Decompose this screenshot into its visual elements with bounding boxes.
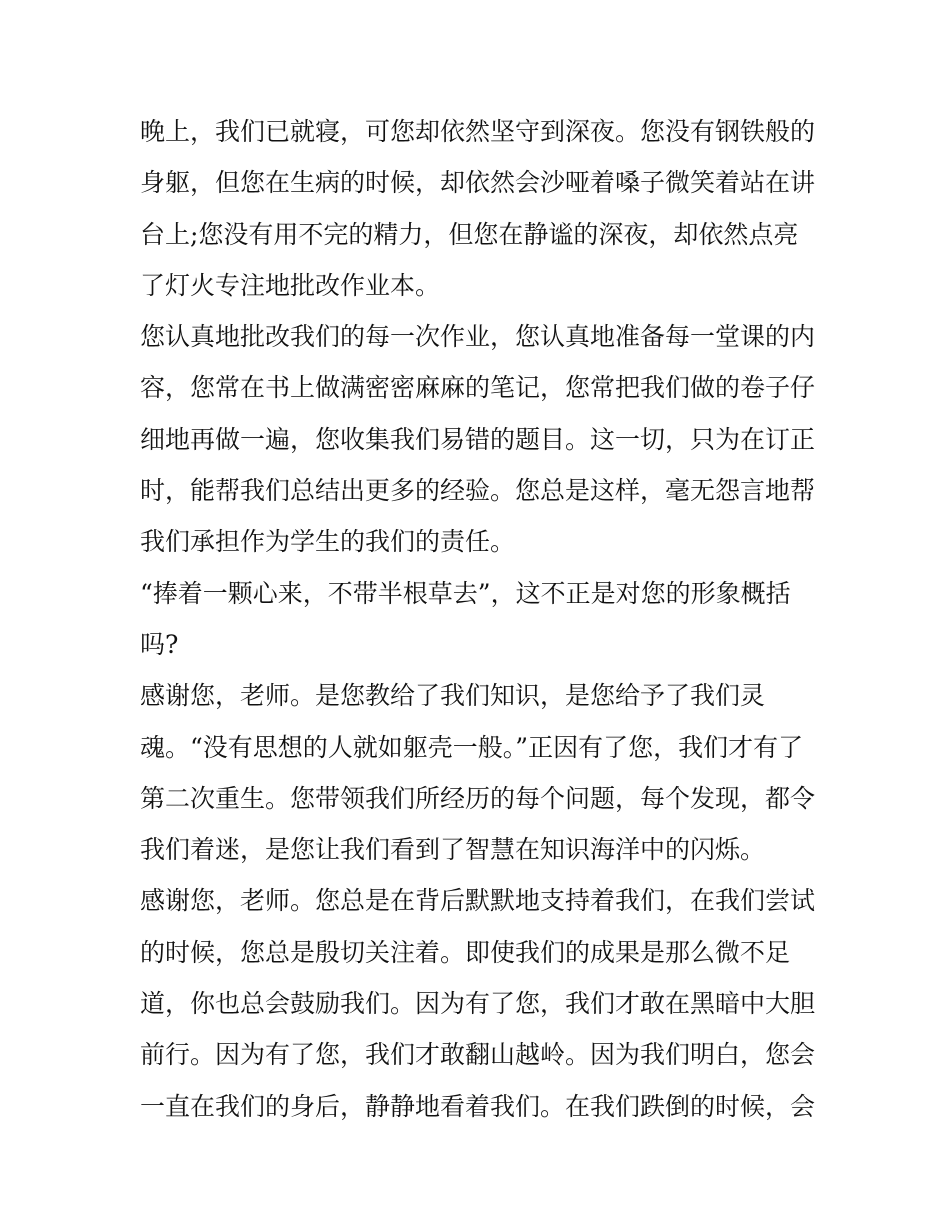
text-line-4: 了灯火专注地批改作业本。 — [140, 270, 441, 300]
text-line-16: 感谢您，老师。您总是在背后默默地支持着我们，在我们尝试 — [140, 886, 816, 916]
text-line-8: 时，能帮我们总结出更多的经验。您总是这样，毫无怨言地帮 — [140, 476, 816, 506]
text-line-19: 前行。因为有了您，我们才敢翻山越岭。因为我们明白，您会 — [140, 1040, 816, 1070]
text-line-12: 感谢您，老师。是您教给了我们知识，是您给予了我们灵 — [140, 681, 766, 711]
text-line-14: 第二次重生。您带领我们所经历的每个问题，每个发现，都令 — [140, 783, 816, 813]
document-body — [140, 106, 820, 1132]
text-line-13: 魂。“没有思想的人就如躯壳一般。”正因有了您，我们才有了 — [140, 732, 804, 762]
text-line-17: 的时候，您总是殷切关注着。即使我们的成果是那么微不足 — [140, 937, 791, 967]
text-line-2: 身躯，但您在生病的时候，却依然会沙哑着嗓子微笑着站在讲 — [140, 168, 816, 198]
text-line-9: 我们承担作为学生的我们的责任。 — [140, 527, 516, 557]
text-line-5: 您认真地批改我们的每一次作业，您认真地准备每一堂课的内 — [140, 322, 816, 352]
text-line-6: 容，您常在书上做满密密麻麻的笔记，您常把我们做的卷子仔 — [140, 373, 816, 403]
text-line-15: 我们着迷，是您让我们看到了智慧在知识海洋中的闪烁。 — [140, 835, 766, 865]
text-line-10: “捧着一颗心来，不带半根草去”，这不正是对您的形象概括 — [140, 578, 791, 608]
text-line-1: 晚上，我们已就寝，可您却依然坚守到深夜。您没有钢铁般的 — [140, 117, 816, 146]
text-line-11: 吗? — [140, 629, 179, 659]
text-line-7: 细地再做一遍，您收集我们易错的题目。这一切，只为在订正 — [140, 424, 816, 454]
text-line-3: 台上;您没有用不完的精力，但您在静谧的深夜，却依然点亮 — [140, 219, 799, 249]
text-line-18: 道，你也总会鼓励我们。因为有了您，我们才敢在黑暗中大胆 — [140, 989, 816, 1019]
text-line-20: 一直在我们的身后，静静地看着我们。在我们跌倒的时候，会 — [140, 1091, 816, 1121]
